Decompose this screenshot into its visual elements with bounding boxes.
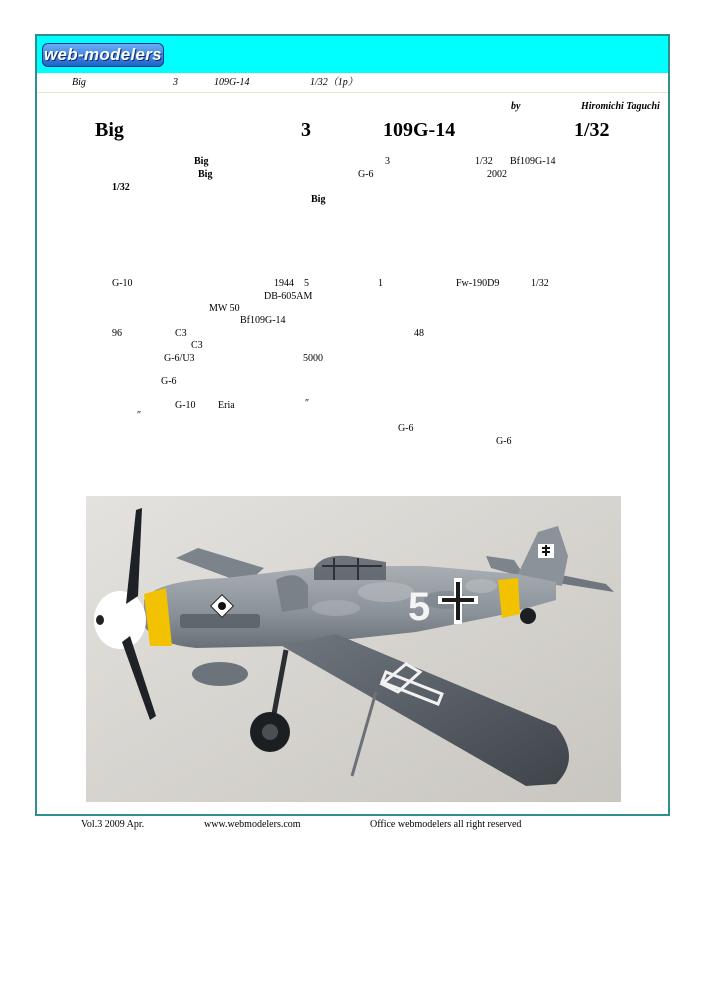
body-fragment: Big bbox=[311, 194, 326, 205]
body-fragment: G-10 bbox=[175, 400, 196, 411]
byline-author: Hiromichi Taguchi bbox=[581, 101, 660, 112]
body-fragment: 5000 bbox=[303, 353, 323, 364]
page-title-part: 109G-14 bbox=[383, 119, 456, 141]
body-fragment: 1 bbox=[378, 278, 383, 289]
body-fragment: G-6 bbox=[358, 169, 374, 180]
body-fragment: 3 bbox=[385, 156, 390, 167]
breadcrumb-divider bbox=[37, 92, 668, 93]
body-fragment: Big bbox=[198, 169, 213, 180]
footer-url[interactable]: www.webmodelers.com bbox=[204, 819, 301, 830]
body-fragment: C3 bbox=[175, 328, 187, 339]
breadcrumb-item: 1/32（1p） bbox=[310, 77, 358, 88]
body-fragment: 2002 bbox=[487, 169, 507, 180]
fuselage-number: 5 bbox=[408, 585, 431, 629]
body-fragment: C3 bbox=[191, 340, 203, 351]
body-fragment: 1/32 bbox=[531, 278, 549, 289]
body-fragment: DB-605AM bbox=[264, 291, 313, 302]
body-fragment: 1944 5 bbox=[274, 278, 309, 289]
footer-rights: Office webmodelers all right reserved bbox=[370, 819, 522, 830]
body-fragment: Eria bbox=[218, 400, 235, 411]
body-fragment: G-6 bbox=[398, 423, 414, 434]
body-fragment: 1/32 bbox=[112, 182, 130, 193]
body-fragment: 48 bbox=[414, 328, 424, 339]
body-fragment: G-6 bbox=[161, 376, 177, 387]
body-fragment: 1/32 bbox=[475, 156, 493, 167]
body-fragment: G-10 bbox=[112, 278, 133, 289]
model-aircraft-photo bbox=[86, 496, 621, 802]
body-fragment: Bf109G-14 bbox=[510, 156, 556, 167]
body-fragment: G-6/U3 bbox=[164, 353, 195, 364]
body-fragment: Fw-190D9 bbox=[456, 278, 500, 289]
footer-issue: Vol.3 2009 Apr. bbox=[81, 819, 145, 830]
breadcrumb-item: 109G-14 bbox=[214, 77, 250, 88]
page-title-part: Big bbox=[95, 119, 124, 141]
byline-by: by bbox=[511, 101, 521, 112]
body-fragment: Big bbox=[194, 156, 209, 167]
body-fragment: G-6 bbox=[496, 436, 512, 447]
breadcrumb-item: Big bbox=[72, 77, 86, 88]
site-logo[interactable]: web-modelers bbox=[42, 43, 164, 67]
body-fragment: ″ bbox=[137, 410, 142, 421]
page-title-part: 3 bbox=[301, 119, 311, 141]
body-fragment: 96 bbox=[112, 328, 122, 339]
body-fragment: Bf109G-14 bbox=[240, 315, 286, 326]
body-fragment: MW 50 bbox=[209, 303, 240, 314]
body-fragment: ″ bbox=[305, 398, 310, 409]
page-title-part: 1/32 bbox=[574, 119, 610, 141]
breadcrumb-item: 3 bbox=[173, 77, 178, 88]
